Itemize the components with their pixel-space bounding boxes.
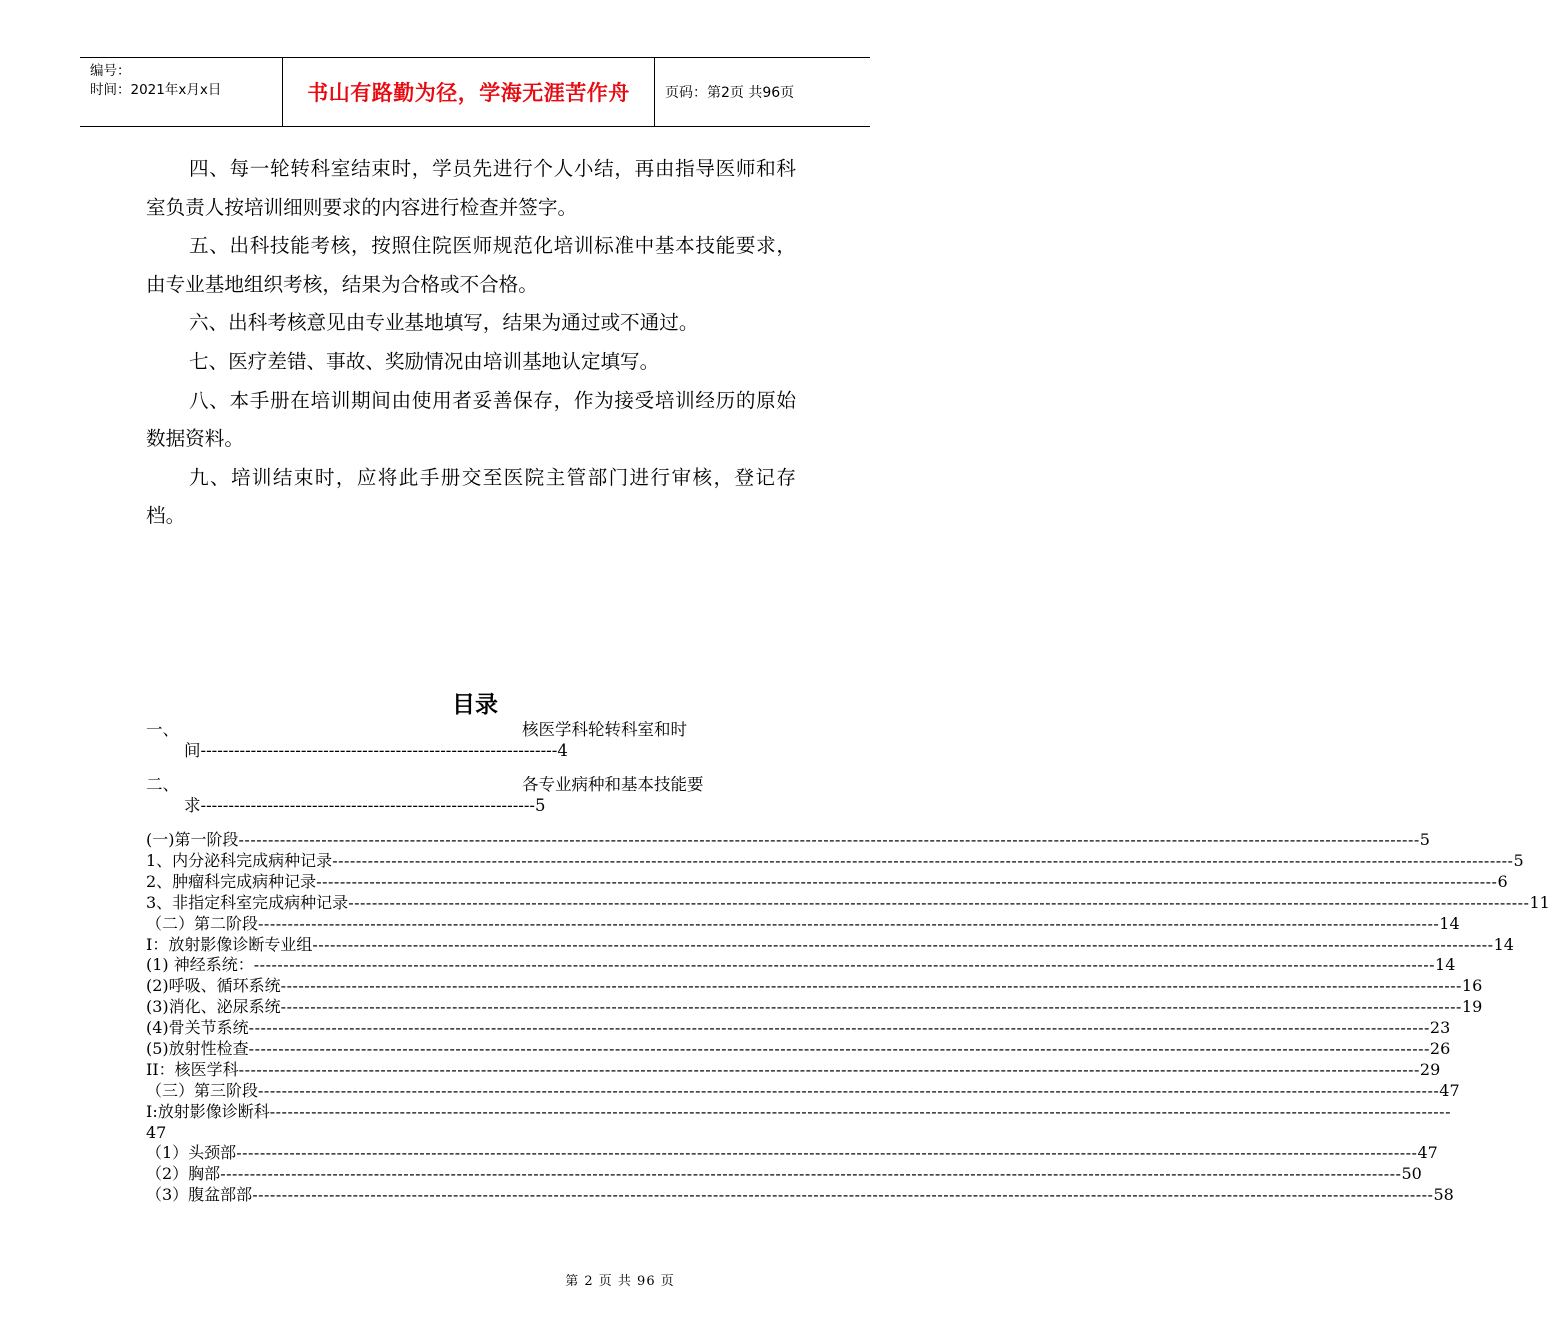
toc-entry-label: (4)骨关节系统: [146, 1018, 249, 1038]
toc-entry-page: 58: [1433, 1184, 1454, 1204]
toc-entry-label: 2、肿瘤科完成病种记录: [146, 871, 317, 891]
toc-entry-label: 1、内分泌科完成病种记录: [146, 850, 333, 870]
header-page-number: 页码：第2页 共96页: [665, 85, 795, 101]
toc-entry-page: 23: [1429, 1018, 1451, 1038]
page-footer: 第 2 页 共 96 页: [565, 1274, 675, 1289]
toc-entry[interactable]: [146, 1163, 1422, 1185]
header-meta: [90, 62, 285, 100]
toc-entry-label: （二）第二阶段: [146, 913, 259, 933]
toc-entry-label: (2)呼吸、循环系统: [146, 976, 281, 996]
toc-list: [146, 830, 1550, 1205]
toc-entry-label: (3)消化、泌尿系统: [146, 997, 281, 1017]
toc-leader: --------------------------------------------------------------------------------------------------------------------------------------------------------------------------------------------------------: [348, 892, 1530, 912]
toc-leader: --------------------------------------------------------------------------------------------------------------------------------------------------------------------------------------------------------: [252, 1184, 1434, 1204]
toc-entry[interactable]: [146, 976, 1483, 997]
toc-entry-page-line: [146, 1123, 806, 1143]
toc-major-leader: 间----------------------------------------------------------------4: [184, 741, 568, 760]
toc-entry-label: （三）第三阶段: [146, 1080, 259, 1100]
toc-entry-page: 50: [1401, 1163, 1422, 1183]
toc-entry[interactable]: [146, 913, 1460, 935]
toc-entry-page: 14: [1439, 913, 1460, 933]
toc-leader: --------------------------------------------------------------------------------------------------------------------------------------------------------------------------------------------------------: [253, 955, 1436, 975]
toc-entry-page: 14: [1435, 955, 1456, 975]
paragraph: 五、出科技能考核，按照住院医师规范化培训标准中基本技能要求，由专业基地组织考核，结果为合格或不合格。: [146, 234, 796, 296]
document-body: [146, 150, 796, 536]
toc-entry[interactable]: [146, 1142, 1438, 1164]
toc-entry-page: 5: [1419, 830, 1430, 849]
toc-leader: --------------------------------------------------------------------------------------------------------------------------------------------------------------------------------------------------------: [312, 934, 1494, 954]
toc-leader: --------------------------------------------------------------------------------------------------------------------------------------------------------------------------------------------------------: [238, 1059, 1420, 1079]
toc-entry[interactable]: [146, 997, 1483, 1018]
toc-entry-label: （3）腹盆部部: [146, 1184, 253, 1204]
toc-major-leader: 求------------------------------------------------------------5: [184, 796, 546, 815]
toc-leader: --------------------------------------------------------------------------------------------------------------------------------------------------------------------------------------------------------: [258, 913, 1440, 933]
toc-entry[interactable]: [146, 1101, 1451, 1123]
toc-major-number: 二、: [146, 775, 179, 794]
toc-entry-label: (1) 神经系统：: [146, 955, 254, 975]
toc-entry-page: 16: [1461, 976, 1483, 996]
header-divider: [654, 58, 655, 126]
toc-entry-page: 19: [1461, 997, 1483, 1017]
toc-entry-page: 5: [1513, 850, 1524, 870]
toc-entry-label: （2）胸部: [146, 1163, 221, 1183]
toc-entry[interactable]: [146, 1059, 1441, 1081]
toc-leader: --------------------------------------------------------------------------------------------------------------------------------------------------------------------------------------------------------: [269, 1101, 1451, 1121]
toc-entry-page: 26: [1429, 1039, 1451, 1059]
toc-entry[interactable]: [146, 850, 1524, 872]
toc-entry[interactable]: [146, 830, 1430, 851]
paragraph: 八、本手册在培训期间由使用者妥善保存，作为接受培训经历的原始数据资料。: [146, 388, 796, 451]
toc-entry-label: （1）头颈部: [146, 1142, 237, 1162]
toc-leader: --------------------------------------------------------------------------------------------------------------------------------------------------------------------------------------------------------: [248, 1039, 1430, 1059]
toc-entry-page: 6: [1497, 871, 1508, 891]
header-motto: 书山有路勤为径，学海无涯苦作舟: [307, 81, 630, 105]
toc-entry-label: I:放射影像诊断科: [146, 1101, 270, 1121]
toc-leader: --------------------------------------------------------------------------------------------------------------------------------------------------------------------------------------------------------: [258, 1080, 1440, 1100]
toc-leader: --------------------------------------------------------------------------------------------------------------------------------------------------------------------------------------------------------: [236, 1142, 1418, 1162]
toc-leader: --------------------------------------------------------------------------------------------------------------------------------------------------------------------------------------------------------: [280, 976, 1462, 996]
toc-leader: --------------------------------------------------------------------------------------------------------------------------------------------------------------------------------------------------------: [280, 997, 1462, 1017]
toc-major-heading: 各专业病种和基本技能要: [522, 775, 704, 794]
toc-entry[interactable]: [146, 1080, 1460, 1102]
toc-entry[interactable]: [146, 934, 1514, 956]
toc-entry[interactable]: [146, 1039, 1451, 1060]
toc-entry[interactable]: [146, 892, 1550, 914]
toc-entry-page: 14: [1493, 934, 1514, 954]
toc-entry[interactable]: [146, 1184, 1454, 1206]
document-number-label: 编号：: [90, 63, 131, 79]
toc-major-heading: 核医学科轮转科室和时: [522, 720, 687, 739]
toc-leader: --------------------------------------------------------------------------------------------------------------------------------------------------------------------------------------------------------: [316, 871, 1498, 891]
toc-title: 目录: [452, 692, 498, 718]
toc-entry-page: 11: [1529, 892, 1550, 912]
toc-entry-label: 3、非指定科室完成病种记录: [146, 892, 349, 912]
toc-entry[interactable]: [146, 871, 1508, 893]
toc-entry[interactable]: [146, 955, 1456, 976]
paragraph: 七、医疗差错、事故、奖励情况由培训基地认定填写。: [189, 349, 660, 373]
toc-entry-page: 47: [1417, 1142, 1438, 1162]
toc-leader: --------------------------------------------------------------------------------------------------------------------------------------------------------------------------------------------------------: [238, 830, 1420, 849]
page-header: [80, 57, 870, 127]
toc-leader: --------------------------------------------------------------------------------------------------------------------------------------------------------------------------------------------------------: [332, 850, 1514, 870]
toc-leader: --------------------------------------------------------------------------------------------------------------------------------------------------------------------------------------------------------: [220, 1163, 1402, 1183]
toc-entry-label: (5)放射性检查: [146, 1039, 249, 1059]
paragraph: 九、培训结束时，应将此手册交至医院主管部门进行审核，登记存档。: [146, 465, 796, 528]
toc-entry[interactable]: [146, 1018, 1451, 1039]
toc-entry-label: (一)第一阶段: [146, 830, 239, 849]
toc-entry-label: II：核医学科: [146, 1059, 239, 1079]
document-time-label: 时间：2021年x月x日: [90, 82, 222, 98]
toc-major-number: 一、: [146, 720, 179, 739]
toc-entry-page: 47: [1439, 1080, 1460, 1100]
toc-leader: --------------------------------------------------------------------------------------------------------------------------------------------------------------------------------------------------------: [248, 1018, 1430, 1038]
paragraph: 四、每一轮转科室结束时，学员先进行个人小结，再由指导医师和科室负责人按培训细则要求的内容进行检查并签字。: [146, 157, 796, 219]
toc-entry-label: I：放射影像诊断专业组: [146, 934, 313, 954]
paragraph: 六、出科考核意见由专业基地填写，结果为通过或不通过。: [189, 311, 699, 335]
toc-entry-page: 29: [1419, 1059, 1441, 1079]
toc-entry-page: 47: [146, 1122, 167, 1142]
